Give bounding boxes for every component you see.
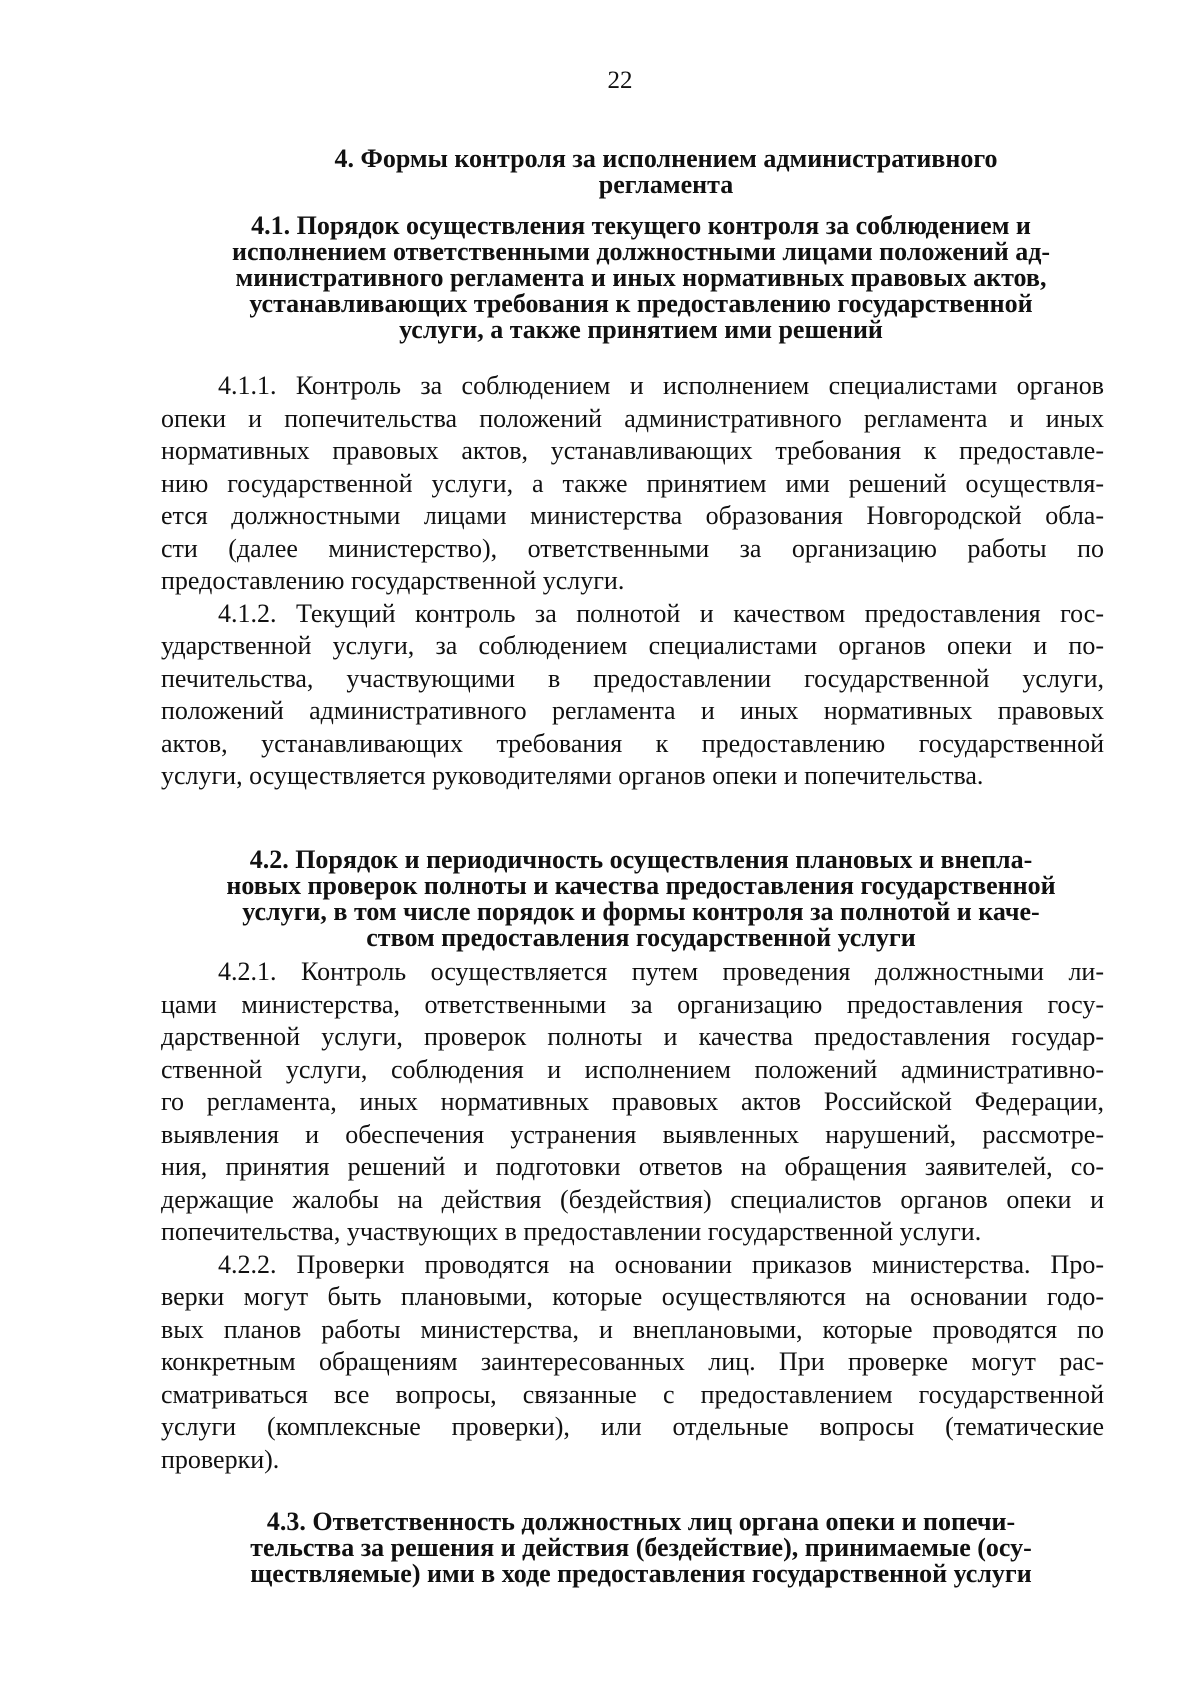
heading-line: 4. Формы контроля за исполнением административного	[334, 144, 998, 173]
subsection-4-3-heading	[161, 1509, 1121, 1587]
text-line: 4.2.1. Контроль осуществляется путем проведения должностными ли-	[218, 957, 1104, 986]
text-line: 4.2.2. Проверки проводятся на основании приказов министерства. Про-	[218, 1249, 1104, 1279]
text-line: сматриваться все вопросы, связанные с предоставлением государственной	[161, 1379, 1104, 1409]
text-line: попечительства, участвующих в предоставлении государственной услуги.	[161, 1217, 982, 1246]
text-line: ния, принятия решений и подготовки ответов на обращения заявителей, со-	[161, 1152, 1104, 1181]
subsection-4-1-body	[161, 370, 1104, 793]
text-line: услуги (комплексные проверки), или отдельные вопросы (тематические	[161, 1412, 1104, 1441]
text-line: ударственной услуги, за соблюдением специалистами органов опеки и по-	[161, 631, 1104, 660]
page-number: 22	[607, 67, 633, 94]
heading-line: тельства за решения и действия (бездействие), принимаемые (осу-	[250, 1533, 1032, 1562]
heading-line: ством предоставления государственной услуги	[366, 923, 916, 952]
paragraph-4-2-2	[161, 1249, 1104, 1477]
heading-line: услуги, в том числе порядок и формы контроля за полнотой и каче-	[242, 897, 1040, 926]
text-line: ется должностными лицами министерства образования Новгородской обла-	[161, 501, 1104, 530]
text-line: предоставлению государственной услуги.	[161, 566, 625, 595]
text-line: цами министерства, ответственными за организацию предоставления госу-	[161, 989, 1104, 1019]
text-line: 4.1.2. Текущий контроль за полнотой и качеством предоставления гос-	[218, 598, 1104, 628]
text-line: положений административного регламента и иных нормативных правовых	[161, 696, 1104, 725]
heading-line: 4.3. Ответственность должностных лиц органа опеки и попечи-	[266, 1507, 1016, 1536]
text-line: верки могут быть плановыми, которые осуществляются на основании годо-	[161, 1282, 1104, 1311]
heading-line: ществляемые) ими в ходе предоставления государственной услуги	[250, 1559, 1032, 1588]
heading-line: министративного регламента и иных нормативных правовых актов,	[235, 263, 1047, 292]
paragraph-4-1-2	[161, 598, 1104, 793]
subsection-4-1-heading	[161, 213, 1121, 343]
heading-line: исполнением ответственными должностными лицами положений ад-	[231, 237, 1051, 266]
heading-line: регламента	[598, 170, 734, 199]
text-line: конкретным обращениям заинтересованных лиц. При проверке могут рас-	[161, 1347, 1104, 1376]
text-line: вых планов работы министерства, и внеплановыми, которые проводятся по	[161, 1314, 1104, 1344]
text-line: проверки).	[161, 1444, 280, 1474]
section-heading	[216, 146, 1116, 198]
heading-line: 4.1. Порядок осуществления текущего контроля за соблюдением и	[251, 211, 1031, 240]
text-line: нию государственной услуги, а также принятием ими решений осуществля-	[161, 468, 1104, 498]
text-line: выявления и обеспечения устранения выявленных нарушений, рассмотре-	[161, 1119, 1104, 1149]
text-line: 4.1.1. Контроль за соблюдением и исполнением специалистами органов	[218, 371, 1104, 400]
text-line: держащие жалобы на действия (бездействия) специалистов органов опеки и	[161, 1184, 1104, 1214]
subsection-4-2-heading	[161, 847, 1121, 951]
text-line: печительства, участвующими в предоставлении государственной услуги,	[161, 663, 1104, 693]
text-line: го регламента, иных нормативных правовых актов Российской Федерации,	[161, 1087, 1104, 1116]
heading-line: услуги, а также принятием ими решений	[399, 315, 883, 344]
paragraph-4-1-1	[161, 370, 1104, 598]
text-line: услуги, осуществляется руководителями органов опеки и попечительства.	[161, 761, 984, 790]
paragraph-4-2-1	[161, 956, 1104, 1249]
text-line: дарственной услуги, проверок полноты и качества предоставления государ-	[161, 1022, 1104, 1051]
subsection-4-2-body	[161, 956, 1104, 1476]
heading-line: 4.2. Порядок и периодичность осуществления плановых и внепла-	[249, 845, 1033, 874]
text-line: актов, устанавливающих требования к предоставлению государственной	[161, 728, 1104, 758]
text-line: сти (далее министерство), ответственными за организацию работы по	[161, 533, 1104, 563]
heading-line: устанавливающих требования к предоставлению государственной	[249, 289, 1033, 318]
text-line: ственной услуги, соблюдения и исполнением положений административно-	[161, 1054, 1104, 1084]
heading-line: новых проверок полноты и качества предоставления государственной	[226, 871, 1056, 900]
text-line: опеки и попечительства положений административного регламента и иных	[161, 403, 1104, 433]
text-line: нормативных правовых актов, устанавливающих требования к предоставле-	[161, 436, 1104, 465]
